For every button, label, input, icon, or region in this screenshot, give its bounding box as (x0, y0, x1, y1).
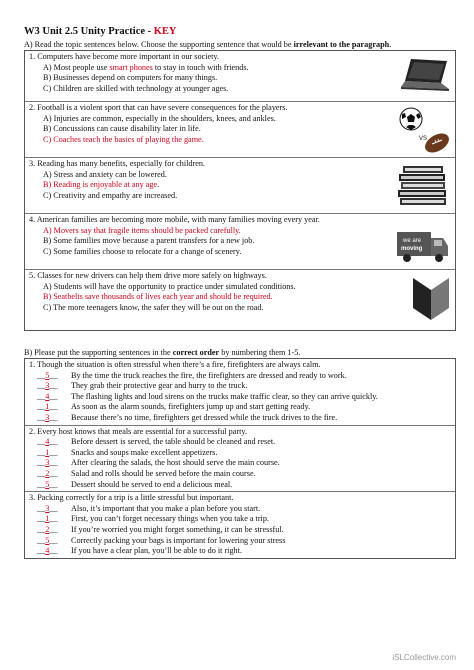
svg-text:moving: moving (401, 246, 423, 252)
option-a: A) Most people use smart phones to stay in touch with friends. (43, 62, 249, 72)
part-a-section-1 (25, 51, 455, 102)
part-a-section-2 (25, 102, 455, 158)
list-item: __2__ Salad and rolls should be served before the main course. (37, 468, 256, 478)
books-stack-icon (395, 162, 451, 208)
option-b: B) Some families move because a parent transfers for a new job. (43, 236, 255, 246)
moving-truck-icon (393, 228, 451, 266)
topic-sentence: 5. Classes for new drivers can help them drive more safely on highways. (29, 271, 267, 280)
option-a: A) Stress and anxiety can be lowered. (43, 169, 167, 179)
list-item: __5__ By the time the truck reaches the fire, the firefighters are dressed and ready to work. (37, 370, 347, 380)
list-item: __2__ If you’re worried you might forget something, it can be stressful. (37, 524, 284, 534)
svg-text:VS: VS (419, 136, 428, 142)
option-c: C) Coaches teach the basics of playing the game. (43, 134, 204, 144)
worksheet (24, 26, 456, 559)
list-item: __3__ They grab their protective gear and hurry to the truck. (37, 381, 248, 391)
laptop-icon (399, 57, 451, 97)
topic-sentence: 2. Every host knows that meals are essential for a successful party. (29, 426, 247, 436)
key-label: KEY (153, 26, 177, 37)
option-b: B) Concussions can cause disability later in life. (43, 124, 201, 134)
part-b-box (24, 358, 456, 559)
option-c: C) Children are skilled with technology at younger ages. (43, 83, 229, 93)
list-item: __4__ The flashing lights and loud sirens on the trucks make traffic clear, so they can arrive quickly. (37, 391, 378, 401)
list-item: __4__ Before dessert is served, the table should be cleaned and reset. (37, 437, 276, 447)
option-a: A) Students will have the opportunity to practice under simulated conditions. (43, 281, 296, 291)
list-item: __5__ Correctly packing your bags is important for lowering your stress (37, 535, 286, 545)
part-a-box (24, 50, 456, 331)
topic-sentence: 3. Packing correctly for a trip is a little stressful but important. (29, 493, 234, 503)
part-b-section-2 (25, 426, 455, 493)
list-item: __3__ After clearing the salads, the host should serve the main course. (37, 458, 280, 468)
part-a-section-4 (25, 214, 455, 270)
page-title: W3 Unit 2.5 Unity Practice - KEY (24, 26, 177, 37)
option-c: C) The more teenagers know, the safer they will be out on the road. (43, 302, 264, 312)
list-item: __1__ Snacks and soups make excellent appetizers. (37, 447, 218, 457)
topic-sentence: 1. Computers have become more important in our society. (29, 52, 220, 61)
soccer-football-icon (397, 105, 451, 155)
topic-sentence: 2. Football is a violent sport that can have severe consequences for the players. (29, 103, 288, 112)
topic-sentence: 1. Though the situation is often stressful when there’s a fire, firefighters are always calm. (29, 360, 321, 369)
option-a: A) Injuries are common, especially in the shoulders, knees, and ankles. (43, 113, 276, 123)
topic-sentence: 3. Reading has many benefits, especially for children. (29, 159, 205, 168)
list-item: __3__ Also, it’s important that you make a plan before you start. (37, 503, 261, 513)
list-item: __3__ Because there’s no time, firefighters get dressed while the truck drives to the fire. (37, 412, 338, 422)
watermark: iSLCollective.com (392, 653, 456, 662)
list-item: __1__ First, you can’t forget necessary things when you take a trip. (37, 514, 269, 524)
svg-text:we are: we are (403, 238, 422, 244)
list-item: __4__ If you have a clear plan, you’ll be able to do it right. (37, 546, 242, 556)
part-a-instruction: A) Read the topic sentences below. Choose the supporting sentence that would be irrelevant to the paragraph. (24, 40, 392, 49)
part-a-section-3 (25, 158, 455, 214)
option-a: A) Movers say that fragile items should be packed carefully. (43, 225, 241, 235)
option-b: B) Seatbelts save thousands of lives each year and should be required. (43, 292, 273, 302)
part-a-section-5 (25, 270, 455, 330)
list-item: __5__ Dessert should be served to end a delicious meal. (37, 479, 233, 489)
part-b-section-1 (25, 359, 455, 426)
option-b: B) Businesses depend on computers for many things. (43, 73, 218, 83)
option-c: C) Some families choose to relocate for a change of scenery. (43, 246, 242, 256)
list-item: __1__ As soon as the alarm sounds, firefighters jump up and start getting ready. (37, 402, 311, 412)
beginner-driver-badge-icon (411, 274, 451, 322)
option-c: C) Creativity and empathy are increased. (43, 190, 178, 200)
part-b-instruction: B) Please put the supporting sentences in the correct order by numbering them 1-5. (24, 348, 301, 357)
topic-sentence: 4. American families are becoming more mobile, with many families moving every year. (29, 215, 320, 224)
part-b-section-3 (25, 492, 455, 558)
option-b: B) Reading is enjoyable at any age. (43, 180, 160, 190)
